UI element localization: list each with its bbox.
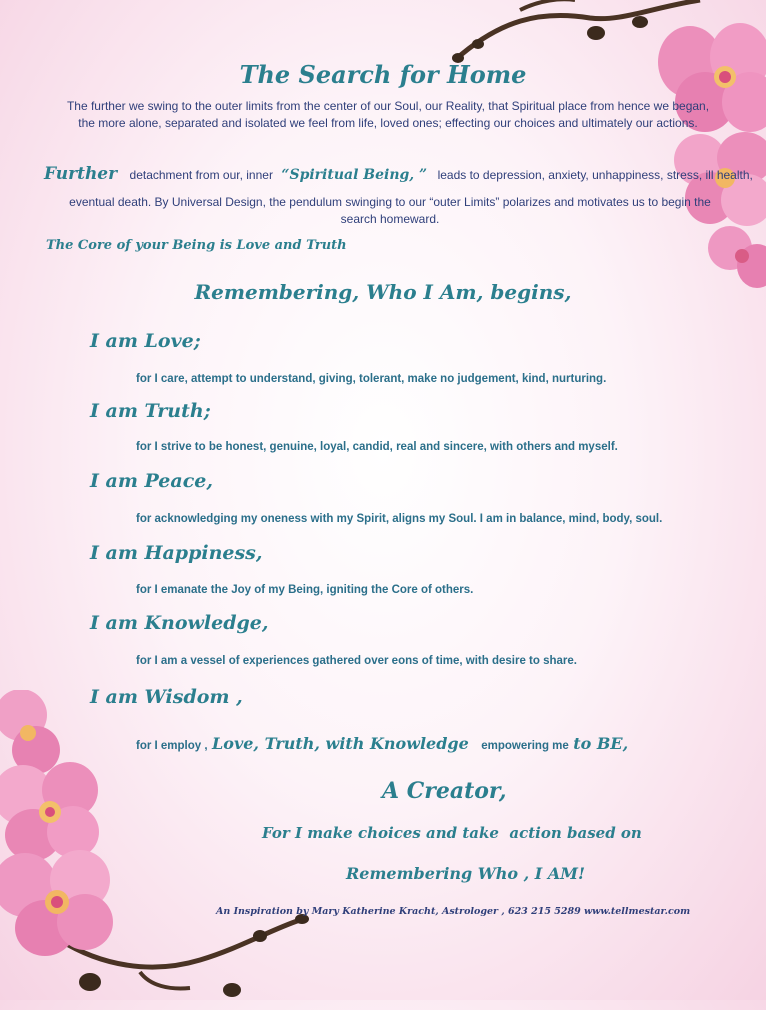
further-line: [44, 164, 753, 184]
intro-paragraph: The further we swing to the outer limits from the center of our Soul, our Reality, that Spiritual place from hence we began, the more alone, separated and isolated we feel from life, loved ones; effecting our choices and ultimately our actions.: [66, 99, 710, 130]
statement-text-love: for I care, attempt to understand, giving, tolerant, make no judgement, kind, nurturing.: [136, 373, 607, 385]
statement-heading-knowledge: I am Knowledge,: [90, 612, 269, 634]
further-lead-word: Further: [44, 164, 118, 184]
statement-heading-wisdom: I am Wisdom ,: [90, 686, 243, 708]
remembering-close: Remembering Who , I AM!: [346, 864, 585, 883]
page-title: The Search for Home: [239, 60, 527, 89]
orchid-branch-top-right-icon: [0, 0, 766, 300]
statement-text-knowledge: for I am a vessel of experiences gathered over eons of time, with desire to share.: [136, 655, 577, 667]
wisdom-prefix: for I employ ,: [136, 740, 208, 752]
statement-heading-peace: I am Peace,: [90, 470, 213, 492]
further-text-c: eventual death. By Universal Design, the pendulum swinging to our “outer Limits” polarizes and motivates us to begin the search homeward.: [69, 195, 711, 226]
wisdom-line: [136, 734, 628, 754]
core-line: The Core of your Being is Love and Truth: [46, 238, 347, 253]
further-text-b: leads to depression, anxiety, unhappiness, stress, ill health,: [437, 168, 753, 182]
statement-text-peace: for acknowledging my oneness with my Spirit, aligns my Soul. I am in balance, mind, body, soul.: [136, 513, 663, 525]
statement-text-happiness: for I emanate the Joy of my Being, igniting the Core of others.: [136, 584, 474, 596]
wisdom-end: to BE,: [573, 734, 629, 753]
choices-line: For I make choices and take action based on: [262, 824, 642, 842]
statement-heading-truth: I am Truth;: [90, 400, 211, 422]
credit-line: An Inspiration by Mary Katherine Kracht, Astrologer , 623 215 5289 www.tellmestar.com: [216, 906, 691, 917]
statement-text-truth: for I strive to be honest, genuine, loyal, candid, real and sincere, with others and myself.: [136, 441, 618, 453]
wisdom-script: Love, Truth, with Knowledge: [212, 734, 469, 753]
remembering-heading: Remembering, Who I Am, begins,: [194, 280, 572, 304]
statement-heading-love: I am Love;: [90, 330, 201, 352]
further-quote: “Spiritual Being, ”: [281, 167, 428, 183]
creator-line: A Creator,: [382, 778, 507, 804]
wisdom-middle: empowering me: [481, 740, 569, 752]
further-text-a: detachment from our, inner: [129, 168, 273, 182]
statement-heading-happiness: I am Happiness,: [90, 542, 263, 564]
